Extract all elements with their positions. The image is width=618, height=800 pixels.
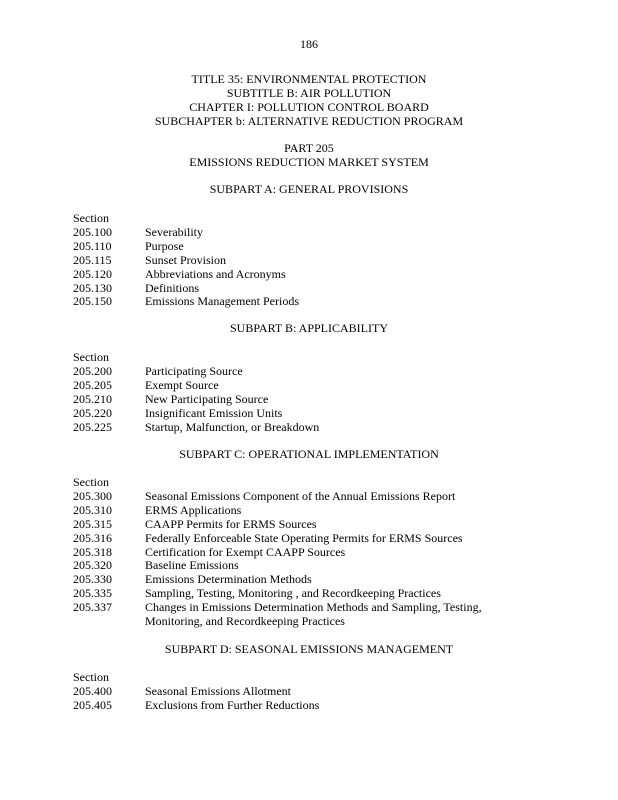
section-number: 205.337 xyxy=(73,600,112,615)
section-number: 205.130 xyxy=(73,280,112,295)
section-number: 205.335 xyxy=(73,586,112,601)
page-number: 186 xyxy=(300,37,318,51)
toc-row xyxy=(73,518,593,532)
section-title: New Participating Source xyxy=(145,391,269,406)
toc-row xyxy=(73,240,593,254)
toc-row xyxy=(73,546,593,560)
toc-row xyxy=(73,587,593,601)
subpart-a-toc xyxy=(73,212,593,309)
section-title: CAAPP Permits for ERMS Sources xyxy=(145,516,317,531)
toc-row xyxy=(73,421,593,435)
section-title: Insignificant Emission Units xyxy=(145,405,283,420)
toc-row xyxy=(73,490,593,504)
section-number: 205.115 xyxy=(73,252,112,267)
subpart-c-heading: SUBPART C: OPERATIONAL IMPLEMENTATION xyxy=(179,447,439,461)
section-title: Severability xyxy=(145,224,203,239)
section-title: Emissions Management Periods xyxy=(145,294,299,309)
section-label: Section xyxy=(73,350,109,364)
section-title: ERMS Applications xyxy=(145,502,242,517)
subpart-a-heading: SUBPART A: GENERAL PROVISIONS xyxy=(209,182,409,196)
subpart-b-heading: SUBPART B: APPLICABILITY xyxy=(230,321,388,335)
toc-row xyxy=(73,699,593,713)
section-number: 205.225 xyxy=(73,419,112,434)
section-title: Seasonal Emissions Allotment xyxy=(145,683,291,698)
section-label-row xyxy=(73,671,593,685)
section-title: Sampling, Testing, Monitoring , and Recordkeeping Practices xyxy=(145,586,441,601)
section-title xyxy=(145,601,593,629)
title-block xyxy=(0,73,618,129)
section-label: Section xyxy=(73,670,109,684)
toc-row xyxy=(73,601,593,629)
section-number: 205.330 xyxy=(73,572,112,587)
section-number: 205.110 xyxy=(73,238,112,253)
section-title: Baseline Emissions xyxy=(145,558,239,573)
section-number: 205.318 xyxy=(73,544,112,559)
title-line: TITLE 35: ENVIRONMENTAL PROTECTION xyxy=(191,72,427,86)
section-number: 205.220 xyxy=(73,405,112,420)
toc-row xyxy=(73,295,593,309)
toc-row xyxy=(73,226,593,240)
section-number: 205.315 xyxy=(73,516,112,531)
section-number: 205.100 xyxy=(73,224,112,239)
section-title: Exempt Source xyxy=(145,377,219,392)
toc-row xyxy=(73,254,593,268)
section-title: Participating Source xyxy=(145,363,243,378)
subpart-d-heading: SUBPART D: SEASONAL EMISSIONS MANAGEMENT xyxy=(164,642,454,656)
part-block xyxy=(0,142,618,170)
toc-row xyxy=(73,393,593,407)
section-number: 205.205 xyxy=(73,377,112,392)
section-title-line-2: Monitoring, and Recordkeeping Practices xyxy=(145,614,345,629)
section-title: Certification for Exempt CAAPP Sources xyxy=(145,544,346,559)
part-number: PART 205 xyxy=(284,141,334,155)
toc-row xyxy=(73,559,593,573)
toc-row xyxy=(73,573,593,587)
section-label-row xyxy=(73,212,593,226)
toc-row xyxy=(73,282,593,296)
section-title: Seasonal Emissions Component of the Annual Emissions Report xyxy=(145,488,456,503)
section-number: 205.316 xyxy=(73,530,112,545)
section-number: 205.310 xyxy=(73,502,112,517)
section-label: Section xyxy=(73,211,109,225)
section-number: 205.120 xyxy=(73,266,112,281)
section-number: 205.400 xyxy=(73,683,112,698)
subpart-d-toc xyxy=(73,671,593,713)
subtitle-line: SUBTITLE B: AIR POLLUTION xyxy=(226,85,392,100)
section-label: Section xyxy=(73,475,109,489)
section-title-line-1: Changes in Emissions Determination Methods and Sampling, Testing, xyxy=(145,600,482,615)
section-title: Startup, Malfunction, or Breakdown xyxy=(145,419,320,434)
toc-row xyxy=(73,407,593,421)
section-title: Exclusions from Further Reductions xyxy=(145,697,320,712)
section-label-row xyxy=(73,351,593,365)
section-title: Purpose xyxy=(145,238,184,253)
section-number: 205.150 xyxy=(73,294,112,309)
section-title: Federally Enforceable State Operating Permits for ERMS Sources xyxy=(145,530,463,545)
subpart-c-toc xyxy=(73,476,593,629)
toc-row xyxy=(73,504,593,518)
section-title: Abbreviations and Acronyms xyxy=(145,266,286,281)
subpart-b-toc xyxy=(73,351,593,434)
section-number: 205.320 xyxy=(73,558,112,573)
toc-row xyxy=(73,532,593,546)
part-name: EMISSIONS REDUCTION MARKET SYSTEM xyxy=(189,154,429,169)
toc-row xyxy=(73,268,593,282)
section-number: 205.300 xyxy=(73,488,112,503)
section-title: Emissions Determination Methods xyxy=(145,572,312,587)
chapter-line: CHAPTER I: POLLUTION CONTROL BOARD xyxy=(189,99,429,114)
section-number: 205.405 xyxy=(73,697,112,712)
toc-row xyxy=(73,365,593,379)
toc-row xyxy=(73,379,593,393)
section-title: Sunset Provision xyxy=(145,252,227,267)
section-number: 205.210 xyxy=(73,391,112,406)
section-number: 205.200 xyxy=(73,363,112,378)
section-title: Definitions xyxy=(145,280,199,295)
subchapter-line: SUBCHAPTER b: ALTERNATIVE REDUCTION PROGRAM xyxy=(154,113,464,128)
toc-row xyxy=(73,685,593,699)
section-label-row xyxy=(73,476,593,490)
